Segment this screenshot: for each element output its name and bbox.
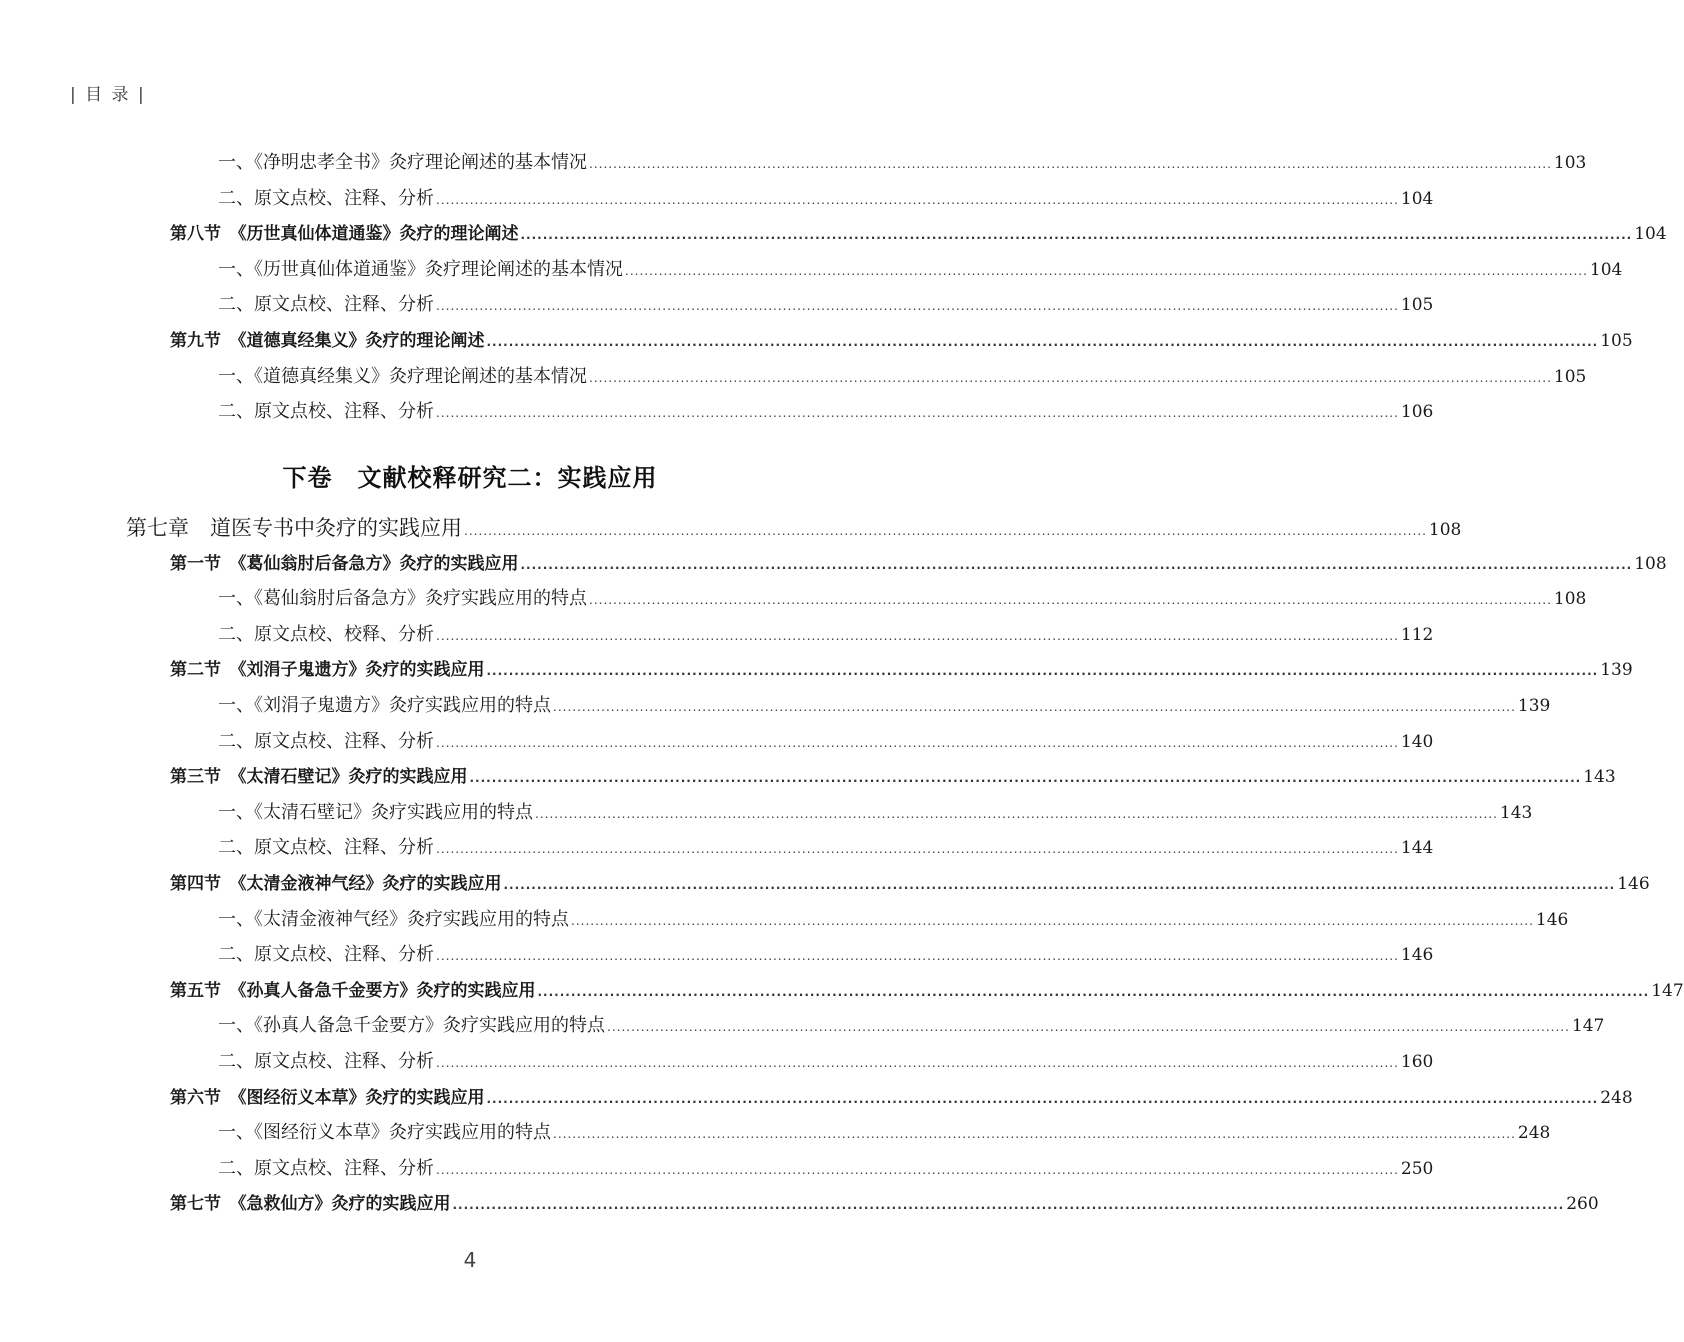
toc-entry-title: 二、原文点校、注释、分析 bbox=[218, 294, 434, 316]
toc-leader-dots: ........................................................................................................................................................................................................ bbox=[520, 228, 1633, 243]
toc-leader-dots: ........................................................................................................................................................................................................ bbox=[607, 1020, 1570, 1035]
toc-leader-dots: ........................................................................................................................................................................................................ bbox=[589, 370, 1552, 385]
toc-entry-page: 250 bbox=[1400, 1158, 1434, 1179]
toc-entry[interactable] bbox=[0, 221, 1667, 247]
toc-entry[interactable] bbox=[0, 1049, 1434, 1075]
toc-entry-page: 108 bbox=[1553, 589, 1587, 610]
toc-entry-page: 105 bbox=[1553, 366, 1587, 387]
toc-entry-title: 二、原文点校、注释、分析 bbox=[218, 401, 434, 423]
toc-leader-dots: ........................................................................................................................................................................................................ bbox=[589, 593, 1552, 608]
toc-entry[interactable] bbox=[0, 871, 1650, 897]
toc-entry[interactable] bbox=[0, 693, 1551, 719]
toc-entry-title: 第三节 《太清石壁记》灸疗的实践应用 bbox=[170, 767, 468, 788]
toc-entry-title: 一、《刘涓子鬼遗方》灸疗实践应用的特点 bbox=[218, 695, 551, 716]
toc-leader-dots: ........................................................................................................................................................................................................ bbox=[464, 524, 1427, 538]
toc-entry[interactable] bbox=[0, 515, 1462, 541]
toc-leader-dots: ........................................................................................................................................................................................................ bbox=[486, 335, 1599, 349]
toc-leader-dots: ........................................................................................................................................................................................................ bbox=[436, 1056, 1399, 1070]
toc-entry-title: 第二节 《刘涓子鬼遗方》灸疗的实践应用 bbox=[170, 660, 485, 681]
running-head: | 目 录 | bbox=[70, 85, 146, 105]
toc-leader-dots: ........................................................................................................................................................................................................ bbox=[571, 913, 1534, 928]
toc-entry[interactable] bbox=[0, 835, 1434, 861]
toc-entry[interactable] bbox=[0, 1013, 1605, 1039]
toc-entry-page: 143 bbox=[1583, 767, 1616, 788]
toc-entry-title: 第四节 《太清金液神气经》灸疗的实践应用 bbox=[170, 874, 502, 894]
toc-leader-dots: ........................................................................................................................................................................................................ bbox=[486, 664, 1599, 679]
toc-leader-dots: ........................................................................................................................................................................................................ bbox=[537, 984, 1650, 999]
toc-entry-page: 140 bbox=[1400, 731, 1434, 752]
toc-entry-page: 146 bbox=[1400, 945, 1434, 966]
toc-leader-dots: ........................................................................................................................................................................................................ bbox=[486, 1091, 1599, 1106]
toc-entry-title: 第八节 《历世真仙体道通鉴》灸疗的理论阐述 bbox=[170, 224, 519, 245]
toc-entry[interactable] bbox=[0, 586, 1587, 612]
toc-leader-dots: ........................................................................................................................................................................................................ bbox=[589, 157, 1552, 171]
toc-entry-page: 146 bbox=[1617, 874, 1650, 894]
toc-entry-title: 二、原文点校、注释、分析 bbox=[218, 1157, 434, 1179]
toc-entry[interactable] bbox=[0, 978, 1684, 1004]
toc-leader-dots: ........................................................................................................................................................................................................ bbox=[503, 878, 1616, 892]
toc-entry-title: 一、《葛仙翁肘后备急方》灸疗实践应用的特点 bbox=[218, 588, 587, 610]
toc-entry-title: 二、原文点校、注释、分析 bbox=[218, 837, 434, 859]
toc-entry[interactable] bbox=[0, 622, 1434, 648]
toc-entry-page: 105 bbox=[1600, 331, 1633, 351]
toc-leader-dots: ........................................................................................................................................................................................................ bbox=[436, 406, 1399, 421]
toc-entry-title: 二、原文点校、校释、分析 bbox=[218, 623, 434, 645]
toc-entry[interactable] bbox=[0, 551, 1667, 577]
page-number: 4 bbox=[463, 1248, 477, 1272]
toc-entry-page: 144 bbox=[1400, 838, 1434, 859]
toc-leader-dots: ........................................................................................................................................................................................................ bbox=[436, 628, 1399, 643]
toc-entry[interactable] bbox=[0, 907, 1569, 933]
toc-entry-title: 第一节 《葛仙翁肘后备急方》灸疗的实践应用 bbox=[170, 553, 519, 574]
toc-entry-title: 第七节 《急救仙方》灸疗的实践应用 bbox=[170, 1194, 451, 1215]
toc-entry-page: 147 bbox=[1651, 980, 1684, 1001]
section-title: 下卷 文献校释研究二：实践应用 bbox=[282, 464, 658, 492]
toc-leader-dots: ........................................................................................................................................................................................................ bbox=[469, 771, 1582, 786]
toc-entry-page: 139 bbox=[1600, 660, 1633, 681]
toc-leader-dots: ........................................................................................................................................................................................................ bbox=[436, 842, 1399, 857]
toc-entry-page: 248 bbox=[1600, 1087, 1633, 1108]
toc-entry[interactable] bbox=[0, 364, 1587, 390]
toc-entry-title: 第六节 《图经衍义本草》灸疗的实践应用 bbox=[170, 1087, 485, 1108]
toc-entry-page: 146 bbox=[1535, 909, 1569, 930]
toc-entry-page: 106 bbox=[1400, 402, 1434, 423]
toc-entry-title: 一、《道德真经集义》灸疗理论阐述的基本情况 bbox=[218, 365, 587, 387]
toc-entry-title: 一、《图经衍义本草》灸疗实践应用的特点 bbox=[218, 1122, 551, 1144]
toc-entry[interactable] bbox=[0, 1156, 1434, 1182]
toc-entry-title: 第五节 《孙真人备急千金要方》灸疗的实践应用 bbox=[170, 980, 536, 1001]
toc-entry[interactable] bbox=[0, 1191, 1599, 1217]
toc-entry-page: 143 bbox=[1499, 802, 1533, 823]
toc-entry-page: 160 bbox=[1400, 1052, 1434, 1072]
toc-entry[interactable] bbox=[0, 257, 1623, 283]
toc-entry-title: 二、原文点校、注释、分析 bbox=[218, 187, 434, 209]
toc-leader-dots: ........................................................................................................................................................................................................ bbox=[553, 700, 1516, 714]
toc-entry-page: 248 bbox=[1517, 1123, 1551, 1144]
toc-leader-dots: ........................................................................................................................................................................................................ bbox=[436, 192, 1399, 207]
toc-leader-dots: ........................................................................................................................................................................................................ bbox=[436, 735, 1399, 750]
toc-entry[interactable] bbox=[0, 764, 1616, 790]
toc-entry-title: 一、《太清石壁记》灸疗实践应用的特点 bbox=[218, 801, 533, 823]
toc-entry[interactable] bbox=[0, 150, 1587, 176]
toc-leader-dots: ........................................................................................................................................................................................................ bbox=[436, 949, 1399, 964]
toc-entry-title: 二、原文点校、注释、分析 bbox=[218, 730, 434, 752]
toc-entry-title: 一、《孙真人备急千金要方》灸疗实践应用的特点 bbox=[218, 1015, 605, 1037]
toc-entry[interactable] bbox=[0, 1085, 1633, 1111]
toc-leader-dots: ........................................................................................................................................................................................................ bbox=[452, 1198, 1565, 1213]
toc-entry-title: 第七章 道医专书中灸疗的实践应用 bbox=[126, 516, 462, 540]
toc-entry-page: 105 bbox=[1400, 295, 1434, 316]
toc-entry[interactable] bbox=[0, 942, 1434, 968]
toc-entry-title: 一、《净明忠孝全书》灸疗理论阐述的基本情况 bbox=[218, 152, 587, 173]
toc-entry-page: 112 bbox=[1400, 624, 1434, 645]
toc-entry-title: 一、《太清金液神气经》灸疗实践应用的特点 bbox=[218, 908, 569, 930]
toc-entry-page: 104 bbox=[1634, 224, 1667, 245]
toc-entry[interactable] bbox=[0, 800, 1533, 826]
toc-entry-page: 103 bbox=[1553, 153, 1587, 173]
toc-leader-dots: ........................................................................................................................................................................................................ bbox=[535, 806, 1498, 821]
toc-leader-dots: ........................................................................................................................................................................................................ bbox=[625, 263, 1588, 278]
toc-leader-dots: ........................................................................................................................................................................................................ bbox=[520, 557, 1633, 572]
toc-entry-title: 二、原文点校、注释、分析 bbox=[218, 1051, 434, 1072]
toc-entry-page: 260 bbox=[1566, 1194, 1599, 1215]
toc-entry-page: 108 bbox=[1428, 520, 1462, 540]
toc-entry-title: 第九节 《道德真经集义》灸疗的理论阐述 bbox=[170, 331, 485, 351]
toc-entry-page: 139 bbox=[1517, 696, 1551, 716]
toc-entry[interactable] bbox=[0, 1120, 1551, 1146]
toc-entry[interactable] bbox=[0, 729, 1434, 755]
toc-entry-title: 一、《历世真仙体道通鉴》灸疗理论阐述的基本情况 bbox=[218, 258, 623, 280]
toc-entry[interactable] bbox=[0, 328, 1633, 354]
toc-entry-page: 104 bbox=[1589, 259, 1623, 280]
toc-entry[interactable] bbox=[0, 292, 1434, 318]
toc-leader-dots: ........................................................................................................................................................................................................ bbox=[436, 299, 1399, 314]
toc-entry[interactable] bbox=[0, 399, 1434, 425]
toc-entry-page: 147 bbox=[1571, 1016, 1605, 1037]
toc-entry[interactable] bbox=[0, 657, 1633, 683]
toc-entry-title: 二、原文点校、注释、分析 bbox=[218, 944, 434, 966]
toc-leader-dots: ........................................................................................................................................................................................................ bbox=[553, 1127, 1516, 1142]
toc-entry-page: 108 bbox=[1634, 553, 1667, 574]
toc-entry[interactable] bbox=[0, 186, 1434, 212]
toc-entry-page: 104 bbox=[1400, 188, 1434, 209]
toc-leader-dots: ........................................................................................................................................................................................................ bbox=[436, 1162, 1399, 1177]
